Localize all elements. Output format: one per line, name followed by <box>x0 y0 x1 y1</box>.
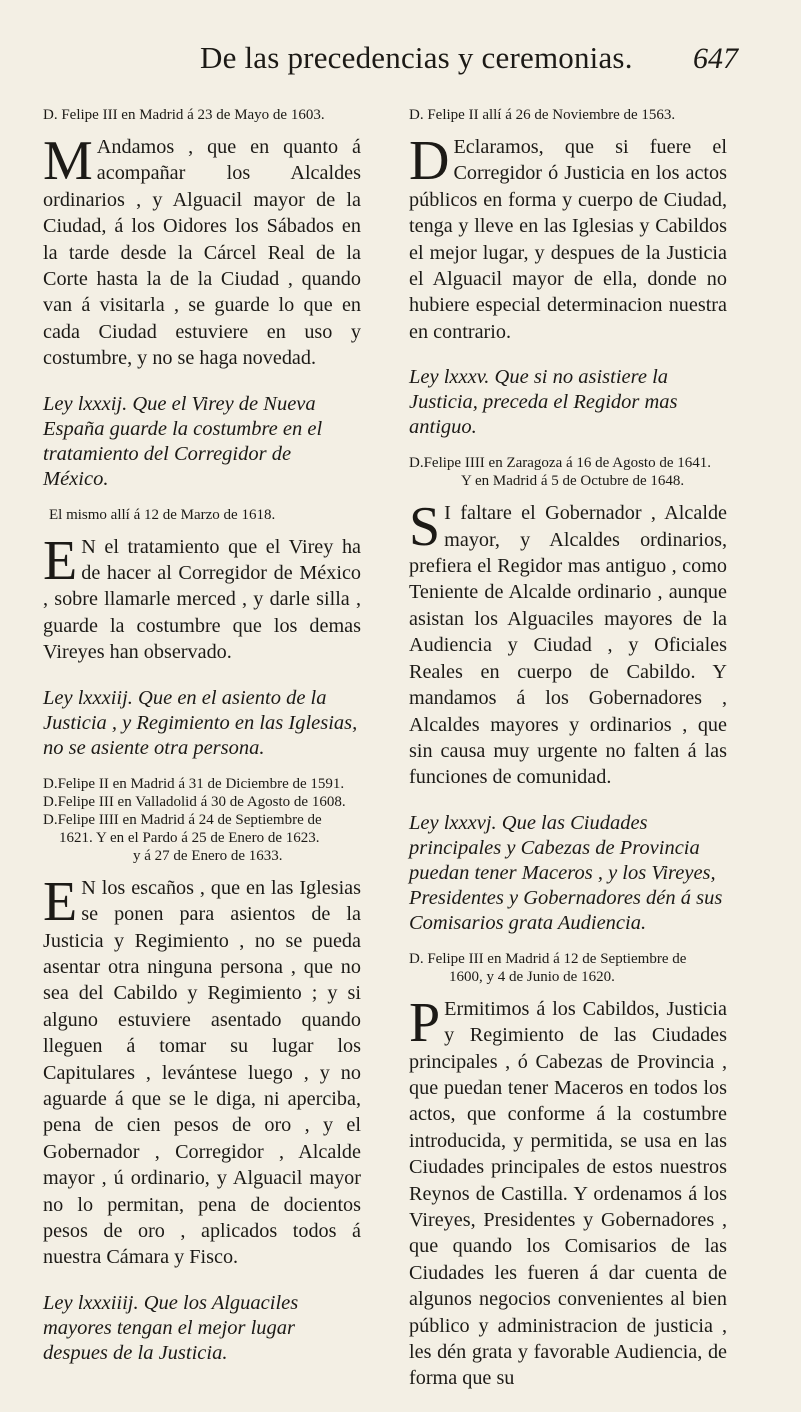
law-paragraph: S I faltare el Gobernador , Alcalde mayor, y Alcaldes ordinarios, prefiera el Regidor mas antiguo , como Teniente de Alcalde ordinario , aunque asistan los Alguaciles mayores de la Audiencia y Ciudad , y Oficiales Reales en cuerpo de Cabildo. Y mandamos á los Gobernadores , Alcaldes mayores y ordinarios , que sin causa muy urgente no falten á las funciones de comunidad. <box>409 496 727 789</box>
source-citation: D.Felipe II en Madrid á 31 de Diciembre de 1591. D.Felipe III en Valladolid á 30 de Agosto de 1608. D.Felipe IIII en Madrid á 24 de Septiembre de 1621. Y en el Pardo á 25 de Enero de 1623. y á 27 de Enero de 1633. <box>43 775 346 864</box>
drop-cap: E <box>43 870 78 933</box>
law-heading: Ley lxxxiiij. Que los Alguaciles mayores tengan el mejor lugar despues de la Justicia. <box>43 1291 299 1364</box>
drop-cap: S <box>409 496 441 559</box>
page-number: 647 <box>693 42 738 75</box>
law-heading: Ley lxxxiij. Que en el asiento de la Justicia , y Regimiento en las Iglesias, no se asiente otra persona. <box>43 686 358 759</box>
drop-cap: M <box>43 130 93 192</box>
law-paragraph: D Eclaramos, que si fuere el Corregidor ó Justicia en los actos públicos en forma y cuerpo de Ciudad, tenga y lleve en las Iglesias y Cabildos el mejor lugar, y despues de la Justicia el Alguacil mayor de ella, donde no hubiere especial determinacion nuestra en contrario. <box>409 130 727 343</box>
drop-cap: D <box>409 130 450 192</box>
source-citation: D.Felipe IIII en Zaragoza á 16 de Agosto de 1641. Y en Madrid á 5 de Octubre de 1648. <box>409 455 711 490</box>
source-citation: D. Felipe III en Madrid á 12 de Septiembre de 1600, y 4 de Junio de 1620. <box>409 950 687 985</box>
law-paragraph: E N el tratamiento que el Virey ha de hacer al Corregidor de México , sobre llamarle merced , y darle silla , guarde la costumbre que los demas Vireyes han observado. <box>43 529 361 664</box>
law-heading: Ley lxxxij. Que el Virey de Nueva España guarde la costumbre en el tratamiento del Corregidor de México. <box>43 392 323 490</box>
running-title: De las precedencias y ceremonias. <box>200 40 633 75</box>
page-header <box>0 38 801 88</box>
law-heading: Ley lxxxv. Que si no asistiere la Justicia, preceda el Regidor mas antiguo. <box>409 366 678 439</box>
law-heading: Ley lxxxvj. Que las Ciudades principales y Cabezas de Provincia puedan tener Maceros , y los Vireyes, Presidentes y Gobernadores dén á sus Comisarios grata Audiencia. <box>409 811 723 934</box>
source-citation: El mismo allí á 12 de Marzo de 1618. <box>49 506 276 523</box>
source-citation: D. Felipe III en Madrid á 23 de Mayo de 1603. <box>43 107 325 123</box>
drop-cap: E <box>43 529 78 592</box>
law-paragraph: M Andamos , que en quanto á acompañar los Alcaldes ordinarios , y Alguacil mayor de la Ciudad, á los Oidores los Sábados en la tarde desde la Cárcel Real de la Corte hasta la de la Ciudad , quando van á visitarla , se guarde lo que en cada Ciudad estuviere en uso y costumbre, y no se haga novedad. <box>43 130 361 370</box>
source-citation: D. Felipe II allí á 26 de Noviembre de 1563. <box>409 107 676 123</box>
law-paragraph: P Ermitimos á los Cabildos, Justicia y Regimiento de las Ciudades principales , ó Cabezas de Provincia , que puedan tener Maceros en todos los actos, que conforme á la costumbre introducida, y permitida, se usa en las Ciudades principales de estos nuestros Reynos de Castilla. Y ordenamos á los Vireyes, Presidentes y Gobernadores , que quando los Comisarios de las Ciudades les fueren á dar cuenta de algunos negocios convenientes al bien público y administracion de justicia , les dén grata y favorable Audiencia, de forma que su <box>409 991 727 1390</box>
right-column <box>409 106 727 1412</box>
law-paragraph: E N los escaños , que en las Iglesias se ponen para asientos de la Justicia y Regimiento , no se pueda asentar otra ninguna persona , que no sea del Cabildo y Regimiento ; y si alguno estuviere asentado quando lleguen á tomar su lugar los Capitulares , levántese luego , y no aguarde á que se le diga, ni aperciba, pena de cien pesos de oro , y el Gobernador , Corregidor , Alcalde mayor , ú ordinario, y Alguacil mayor no lo permitan, pena de docientos pesos de oro , aplicados todos á nuestra Cámara y Fisco. <box>43 870 361 1269</box>
drop-cap: P <box>409 991 441 1054</box>
left-column <box>43 106 361 1380</box>
